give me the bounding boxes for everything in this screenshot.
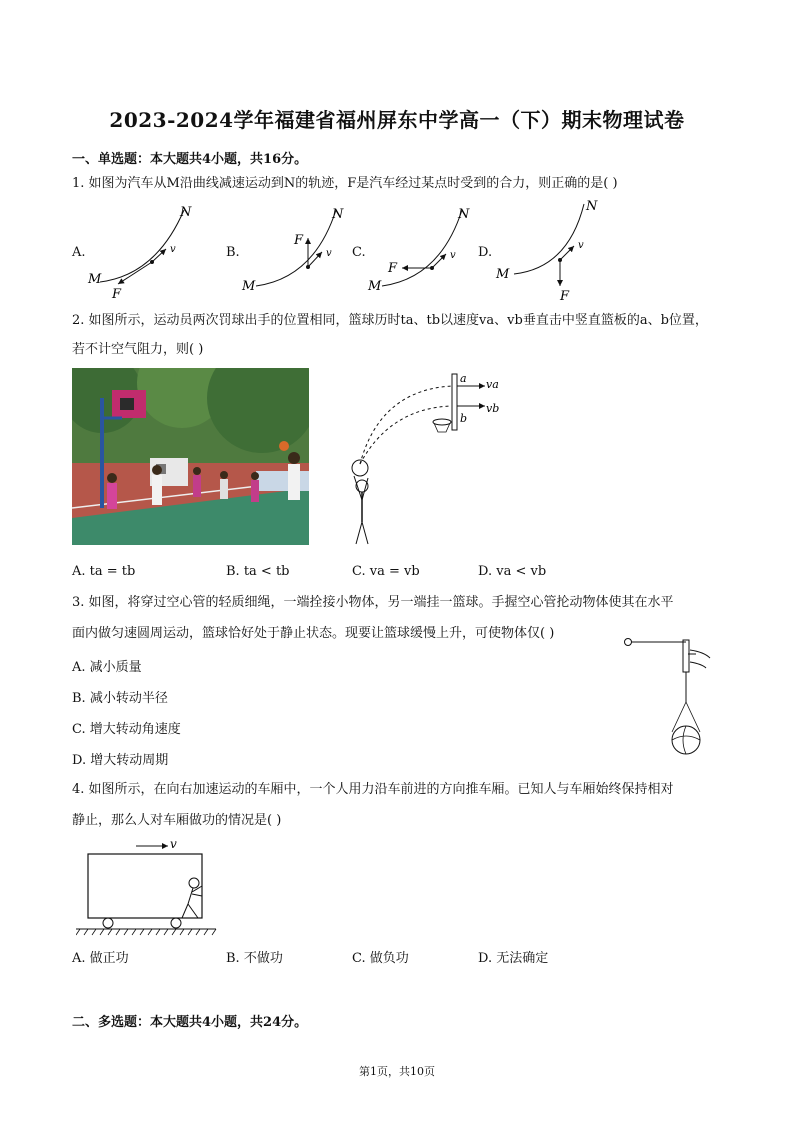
label-v: v — [450, 250, 456, 261]
q1-option-c-label: C. — [352, 245, 366, 260]
basketball-court-photo — [72, 368, 309, 545]
question-2-stem-line-2: 若不计空气阻力，则( ) — [72, 342, 204, 357]
label-n: N — [458, 207, 470, 222]
label-f: F — [294, 233, 304, 248]
q1-diagram-c — [366, 200, 476, 300]
q3-option-d: D. 增大转动周期 — [72, 753, 169, 768]
label-va: va — [486, 378, 499, 391]
q4-option-b: B. 不做功 — [226, 951, 283, 966]
label-m: M — [496, 267, 510, 282]
question-4-stem-line-1: 4. 如图所示，在向右加速运动的车厢中，一个人用力沿车前进的方向推车厢。已知人与车厢始终保持相对 — [72, 782, 674, 797]
q2-trajectory-diagram — [340, 372, 510, 552]
section-heading-single-choice: 一、单选题：本大题共4小题，共16分。 — [72, 152, 308, 167]
label-n: N — [332, 207, 344, 222]
label-vb: vb — [486, 402, 500, 415]
question-3-stem-line-2: 面内做匀速圆周运动，篮球恰好处于静止状态。现要让篮球缓慢上升，可使物体仅( ) — [72, 626, 555, 641]
label-n: N — [180, 205, 192, 220]
label-b: b — [460, 412, 468, 425]
label-a: a — [460, 372, 467, 385]
label-m: M — [88, 272, 102, 287]
q4-carriage-diagram — [76, 836, 221, 940]
label-v: v — [170, 244, 176, 255]
q1-diagram-b — [240, 200, 350, 300]
q2-option-d: D. va < vb — [478, 564, 547, 579]
q4-option-d: D. 无法确定 — [478, 951, 549, 966]
page-title: 2023-2024学年福建省福州屏东中学高一（下）期末物理试卷 — [109, 108, 685, 132]
page-footer: 第1页，共10页 — [359, 1065, 435, 1078]
q3-option-b: B. 减小转动半径 — [72, 691, 168, 706]
label-f: F — [560, 289, 570, 304]
q2-option-b: B. ta < tb — [226, 564, 290, 579]
q2-option-c: C. va = vb — [352, 564, 420, 579]
question-2-stem-line-1: 2. 如图所示，运动员两次罚球出手的位置相同，篮球历时ta、tb以速度va、vb垂直击中竖直篮板的a、b位置， — [72, 313, 708, 328]
question-4-stem-line-2: 静止，那么人对车厢做功的情况是( ) — [72, 813, 282, 828]
q4-option-a: A. 做正功 — [72, 951, 129, 966]
label-v: v — [170, 837, 177, 851]
label-v: v — [578, 240, 584, 251]
label-m: M — [368, 279, 382, 294]
label-f: F — [112, 287, 122, 300]
q1-option-d-label: D. — [478, 245, 493, 260]
q1-option-b-label: B. — [226, 245, 240, 260]
q2-option-a: A. ta = tb — [72, 564, 136, 579]
q1-diagram-a — [86, 200, 196, 300]
q3-option-c: C. 增大转动角速度 — [72, 722, 181, 737]
label-f: F — [388, 261, 398, 276]
section-heading-multiple-choice: 二、多选题：本大题共4小题，共24分。 — [72, 1015, 308, 1030]
label-v: v — [326, 248, 332, 259]
question-3-stem-line-1: 3. 如图，将穿过空心管的轻质细绳，一端拴接小物体，另一端挂一篮球。手握空心管抡动物体使其在水平 — [72, 595, 674, 610]
q1-option-a-label: A. — [72, 245, 86, 260]
q3-option-a: A. 减小质量 — [72, 660, 142, 675]
question-1-stem: 1. 如图为汽车从M沿曲线减速运动到N的轨迹，F是汽车经过某点时受到的合力，则正确的是( ) — [72, 176, 618, 191]
q1-diagram-d — [494, 196, 604, 304]
label-m: M — [242, 279, 256, 294]
q4-option-c: C. 做负功 — [352, 951, 409, 966]
label-n: N — [586, 199, 598, 214]
q3-rope-tube-diagram — [620, 632, 720, 762]
